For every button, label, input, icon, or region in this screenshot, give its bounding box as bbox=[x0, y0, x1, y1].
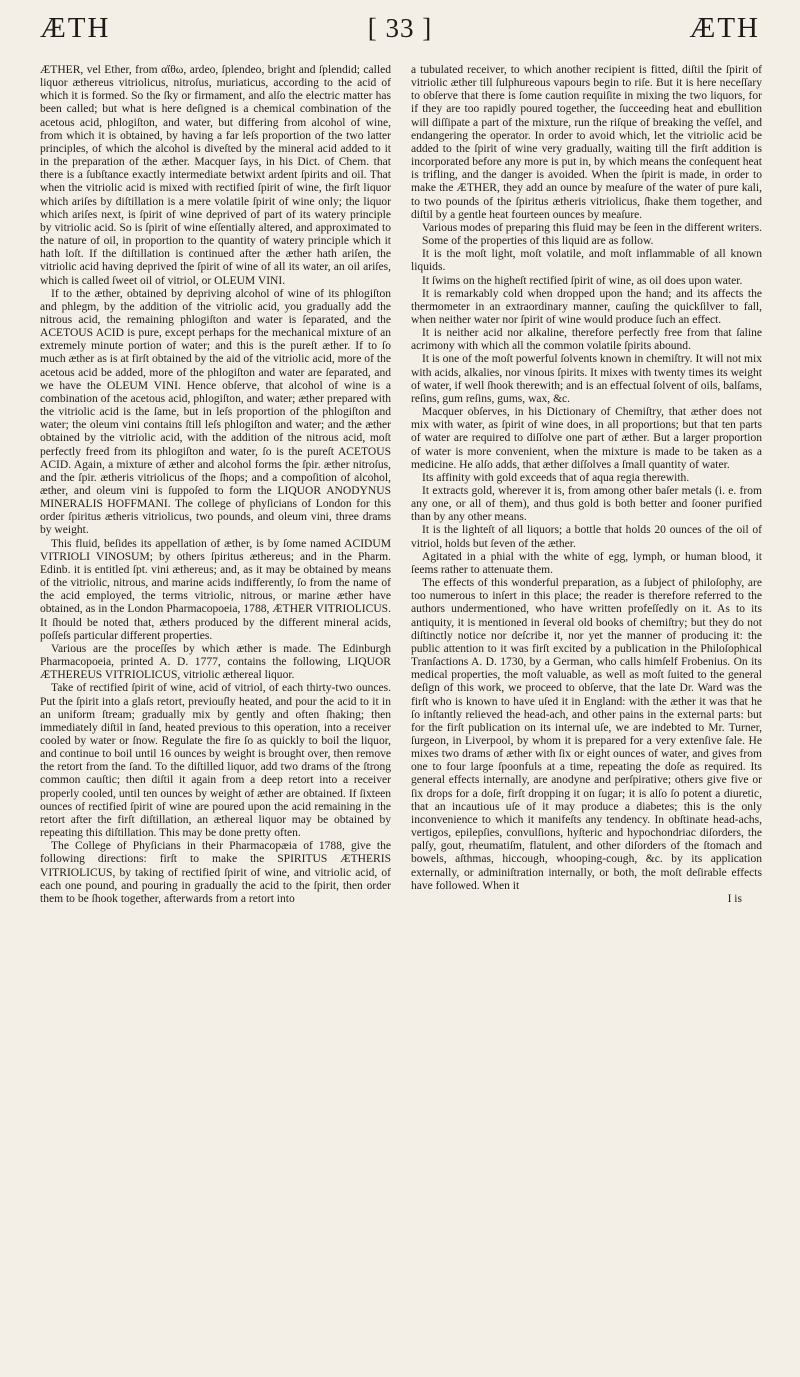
catchword-line: I is bbox=[727, 892, 742, 905]
paragraph: It extracts gold, wherever it is, from among other baſer metals (i. e. from any one, or all of them), and thus gold is both better and ſooner purified than by any other means. bbox=[411, 485, 762, 524]
paragraph: It is the moſt light, moſt volatile, and moſt inflammable of all known liquids. bbox=[411, 248, 762, 274]
paragraph: Take of rectified ſpirit of wine, acid of vitriol, of each thirty-two ounces. Put the ſpirit into a glaſs retort, previouſly heated, and pour the acid to it in an uniform ſtream; gradually mix by gently and often ſhaking; then immediately diſtil in ſand, heated previous to this operation, into a receiver cooled by water or ſnow. Regulate the fire ſo as quickly to boil the liquor, and continue to boil until 16 ounces by weight is brought over, then remove the retort from the ſand. To the diſtilled liquor, add two drams of the ſtrong common cauſtic; then diſtil it again from a deep retort into a receiver properly cooled, until ten ounces by weight of æther are obtained. If ſixteen ounces of rectified ſpirit of wine are poured upon the acid remaining in the retort after the firſt diſtillation, an æthereal liquor may be obtained by repeating this diſtillation. This may be done pretty often. bbox=[40, 682, 391, 840]
paragraph: The College of Phyſicians in their Pharmacopæia of 1788, give the following directions: firſt to make the SPIRITUS ÆTHERIS VITRIOLICUS, by taking of rectified ſpirit of wine, and vitriolic acid, of each one pound, and pouring in gradually the acid to the ſpirit, then order them to be ſhook together, afterwards from a retort into bbox=[40, 840, 391, 905]
paragraph: It is the lighteſt of all liquors; a bottle that holds 20 ounces of the oil of vitriol, holds but ſeven of the æther. bbox=[411, 524, 762, 550]
paragraph: Some of the properties of this liquid are as follow. bbox=[422, 235, 654, 248]
paragraph: Various are the proceſſes by which æther is made. The Edinburgh Pharmacopoeia, printed A. D. 1777, contains the following, LIQUOR ÆTHEREUS VITRIOLICUS, vitriolic æthereal liquor. bbox=[40, 642, 391, 682]
paragraph: a tubulated receiver, to which another recipient is fitted, diſtil the ſpirit of vitriolic æther till ſulphureous vapours begin to riſe. But it is here neceſſary to obſerve that there is ſome caution requiſite in mixing the two liquors, for if they are too rapidly poured together, the ſucceeding heat and ebullition will diſſipate a part of the mixture, run the riſque of breaking the veſſel, and endangering the operator. In order to avoid which, let the vitriolic acid be added to the ſpirit of wine very gradually, waiting till the firſt addition is incorporated before any more is put in, by which means the conſequent heat is trifling, and the danger is avoided. When the ſpirit is made, in order to make the ÆTHER, they add an ounce by meaſure of the water of pure kali, to two pounds of the ſpiritus ætheris vitriolicus, ſhake them together, and diſtil by a gentle heat fourteen ounces by meaſure. bbox=[411, 64, 762, 221]
header-right-word: ÆTH bbox=[689, 11, 760, 44]
paragraph: The effects of this wonderful preparation, as a ſubject of philoſophy, are too numerous to inſert in this place; the reader is therefore referred to the authors undermentioned, who have written profeſſedly on it. As to its antiquity, it is mentioned in ſeveral old books of chemiſtry; but they do not diſtinctly notice nor deſcribe it, nor yet the manner of producing it: the public attention to it was firſt excited by a publication in the Philoſophical Tranſactions A. D. 1730, by a German, who calls himſelf Frobenius. On its medical properties, the moſt valuable, as well as moſt ſuited to the general deſign of this work, we proceed to obſerve, that the late Dr. Ward was the firſt who is known to have uſed it in England: with the æther it was that he ſo inſtantly relieved the head-ach, and other pains in the external parts: but for the firſt publication on its internal uſe, we are indebted to Mr. Turner, ſurgeon, in Liverpool, by whom it is prepared for a very extenſive ſale. He mixes two drams of æther with ſix or eight ounces of water, and gives from one to four large ſpoonfuls at a time, repeating the doſe as required. Its general effects internally, are anodyne and perſpirative; others give five or ſix drops for a doſe, firſt dropping it on ſugar; it is alſo ſo potent a diuretic, that an incautious uſe of it may produce a diabetes; this is the only inconvenience to which it manifeſts any tendency. In obſtinate head-achs, vertigos, epilepſies, convulſions, hyſteric and hypochondriac diſorders, the palſy, gout, rheumatiſm, flatulent, and other diſorders of the ſtomach and bowels, aſthmas, hiccough, whooping-cough, &c. by its application externally, or adminiſtration internally, or both, the moſt deſirable effects have followed. When it bbox=[411, 577, 762, 892]
paragraph: Its affinity with gold exceeds that of aqua regia therewith. bbox=[422, 471, 690, 484]
text-columns bbox=[40, 64, 762, 1360]
paragraph: It is one of the moſt powerful ſolvents known in chemiſtry. It will not mix with acids, alkalies, nor vinous ſpirits. It mixes with twenty times its weight of water, if well ſhook therewith; and is an effectual ſolvent of oils, balſams, reſins, gum reſins, gums, wax, &c. bbox=[411, 353, 762, 405]
page-number: [ 33 ] bbox=[367, 12, 433, 43]
paragraph: Macquer obſerves, in his Dictionary of Chemiſtry, that æther does not mix with water, as ſpirit of wine does, in all proportions; but that ten parts of water are required to diſſolve one part of æther. But a larger proportion of water is more convenient, when the mixture is made to be taken as a medicine. He alſo adds, that æther diſſolves a ſmall quantity of water. bbox=[411, 406, 762, 471]
paragraph: Various modes of preparing this fluid may be ſeen in the different writers. bbox=[422, 221, 762, 234]
paragraph: It is neither acid nor alkaline, therefore perfectly free from that ſaline acrimony with which all the common volatile ſpirits abound. bbox=[411, 327, 762, 353]
paragraph: Agitated in a phial with the white of egg, lymph, or human blood, it ſeems rather to attenuate them. bbox=[411, 550, 762, 576]
paragraph: It is remarkably cold when dropped upon the hand; and its affects the thermometer in an extraordinary manner, cauſing the quickſilver to fall, when neither water nor ſpirit of wine would produce ſuch an effect. bbox=[411, 287, 762, 326]
left-column bbox=[40, 64, 391, 1360]
right-column bbox=[411, 64, 762, 1360]
running-header bbox=[40, 8, 760, 48]
paragraph: ÆTHER, vel Ether, from αἴθω, ardeo, ſplendeo, bright and ſplendid; called liquor æthereus vitriolicus, nitroſus, muriaticus, according to the acid of which it is formed. So the ſky or firmament, and alſo the electric matter has been called; but what is here deſigned is a chemical combination of the acetous acid, phlogiſton, and water, but differing from alcohol of wine, from which it is obtained, by having a far leſs proportion of the two latter principles, of which the alcohol is diveſted by the mineral acid added to it in the preparation of the æther. Macquer ſays, in his Dict. of Chem. that there is a ſubſtance exactly intermediate betwixt ardent ſpirits and oil. That when the vitriolic acid is mixed with rectified ſpirit of wine, the firſt liquor which ariſes by diſtillation is a mere volatile ſpirit of wine only; the liquor which ariſes next, is ſpirit of wine deprived of part of its watery principle by vitriolic acid. So is ſpirit of wine eſſentially altered, and approximated to the nature of oil, in proportion to the quantity of watery principle which it hath loſt. If the diſtillation is continued after the æther hath ariſen, the vitriolic acid having deprived the ſpirit of wine of all its water, an oil ariſes, which is called ſweet oil of vitriol, or OLEUM VINI. bbox=[40, 64, 391, 287]
paragraph: This fluid, beſides its appellation of æther, is by ſome named ACIDUM VITRIOLI VINOSUM; by others ſpiritus æthereus; and in the Pharm. Edinb. it is entitled ſpt. vini æthereus; and, as it may be obtained by means of the vitriolic, nitrous, and marine acids indifferently, ſo from the name of the acid employed, the terms vitriolic, nitrous, or marine æther have obtained, as in the London Pharmacopoeia, 1788, ÆTHER VITRIOLICUS. It ſhould be noted that, æthers produced by the different mineral acids, poſſeſs particular different properties. bbox=[40, 537, 391, 642]
paragraph: If to the æther, obtained by depriving alcohol of wine of its phlogiſton and phlegm, by the addition of the vitriolic acid, you gradually add the nitrous acid, the remaining phlogiſton and water is ſeparated, and the ACETOUS ACID is pure, except perhaps for the mechanical mixture of an extremely minute portion of water; and this is the pureſt æther. If to ſo much æther as is at firſt obtained by the aid of the vitriolic acid, more of the acetous acid be added, more of the phlogiſton and water are ſeparated, and we have the OLEUM VINI. Hence obſerve, that alcohol of wine is a combination of the acetous acid, phlogiſton, and water; æther prepared with the vitriolic acid is the ſame, but in leſs proportion of the phlogiſton and water; the oleum vini contains ſtill leſs phlogiſton and water; and the æther obtained by the vitriolic acid, with the addition of the nitrous acid, moſt perfectly freed from its phlogiſton and water, ſo is the pureſt ACETOUS ACID. Again, a mixture of æther and alcohol forms the ſpir. æther nitroſus, and the ſpir. ætheris vitriolicus of the ſhops; and a compoſition of alcohol, æther, and oleum vini is ſuppoſed to form the LIQUOR ANODYNUS MINERALIS HOFFMANI. The college of phyſicians of London for this order ſpiritus ætheris vitriolicus, two pounds, and oleum vini, three drams by weight. bbox=[40, 287, 391, 537]
header-left-word: ÆTH bbox=[40, 11, 111, 44]
paragraph: It ſwims on the higheſt rectified ſpirit of wine, as oil does upon water. bbox=[422, 274, 743, 287]
